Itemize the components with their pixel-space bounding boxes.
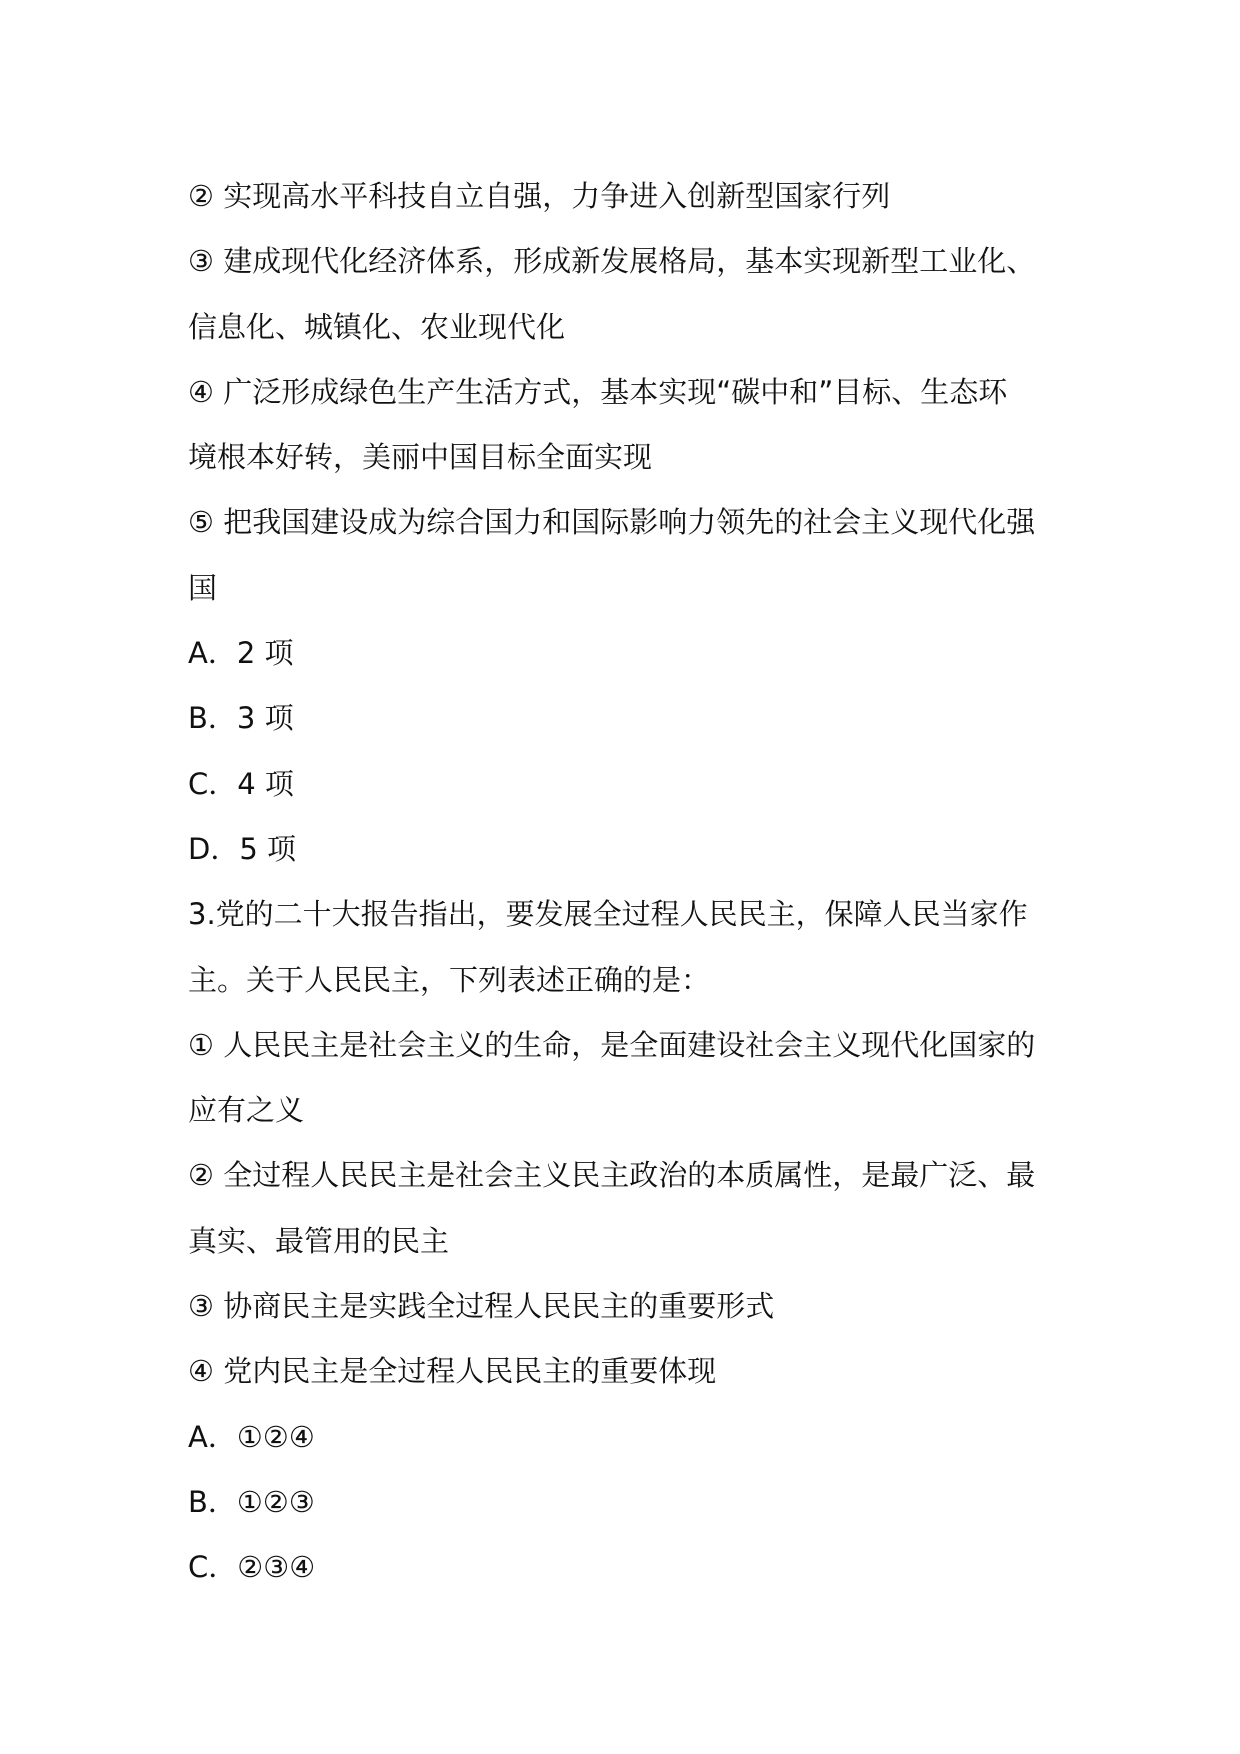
q2-option-d: D．5 项: [188, 831, 296, 866]
q3-option-b: B．①②③: [188, 1484, 315, 1519]
q3-option-c: C．②③④: [188, 1550, 316, 1585]
q3-statement-1-line-1: ① 人民民主是社会主义的生命，是全面建设社会主义现代化国家的: [188, 1027, 1036, 1062]
q3-statement-3: ③ 协商民主是实践全过程人民民主的重要形式: [188, 1289, 775, 1324]
q2-statement-3-line-1: ③ 建成现代化经济体系，形成新发展格局，基本实现新型工业化、: [188, 244, 1036, 279]
q3-statement-2-line-1: ② 全过程人民民主是社会主义民主政治的本质属性，是最广泛、最: [188, 1158, 1036, 1193]
document-page: [188, 164, 1058, 1601]
q3-statement-2-line-2: 真实、最管用的民主: [188, 1223, 450, 1258]
q2-option-b: B．3 项: [188, 701, 294, 736]
q3-statement-1-line-2: 应有之义: [188, 1093, 305, 1128]
q2-statement-4-line-2: 境根本好转，美丽中国目标全面实现: [188, 440, 653, 475]
q3-stem-line-2: 主。关于人民民主，下列表述正确的是：: [188, 962, 711, 997]
q2-option-c: C．4 项: [188, 766, 294, 801]
q2-statement-4-line-1: ④ 广泛形成绿色生产生活方式，基本实现“碳中和”目标、生态环: [188, 374, 1008, 409]
q2-statement-5-line-1: ⑤ 把我国建设成为综合国力和国际影响力领先的社会主义现代化强: [188, 505, 1036, 540]
q2-statement-2: ② 实现高水平科技自立自强，力争进入创新型国家行列: [188, 179, 891, 213]
q3-statement-4: ④ 党内民主是全过程人民民主的重要体现: [188, 1354, 717, 1389]
q3-option-a: A．①②④: [188, 1419, 315, 1454]
q2-statement-5-line-2: 国: [188, 570, 218, 605]
q3-stem-line-1: 3.党的二十大报告指出，要发展全过程人民民主，保障人民当家作: [188, 897, 1028, 932]
q2-option-a: A．2 项: [188, 636, 294, 671]
q2-statement-3-line-2: 信息化、城镇化、农业现代化: [188, 309, 566, 344]
